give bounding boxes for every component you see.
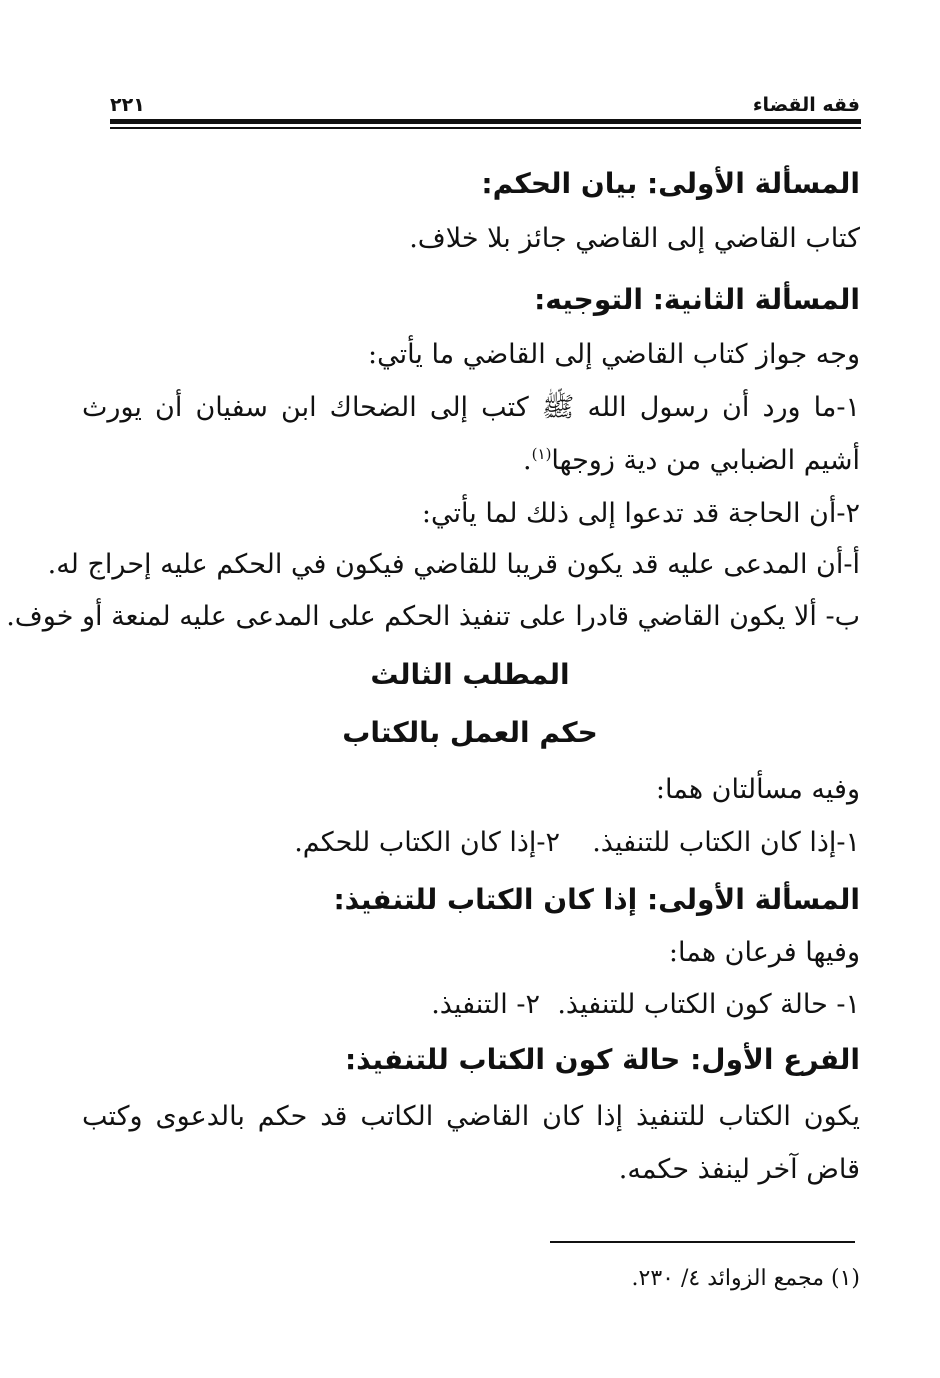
footnote: (١) مجمع الزوائد ٤/ ٢٣٠. <box>631 1266 860 1291</box>
running-title: فقه القضاء <box>752 94 860 116</box>
header-rule-thin <box>110 127 861 129</box>
header-rule-thick <box>110 119 861 124</box>
paragraph-line: وجه جواز كتاب القاضي إلى القاضي ما يأتي: <box>368 339 860 370</box>
two-item-line <box>431 985 860 1025</box>
paragraph-line: وفيه مسألتان هما: <box>655 774 860 805</box>
list-item: ١-إذا كان الكتاب للتنفيذ. <box>592 827 860 858</box>
paragraph-line: ب- ألا يكون القاضي قادرا على تنفيذ الحكم على المدعى عليه لمنعة أو خوف. <box>6 601 860 632</box>
paragraph-line: ٢-أن الحاجة قد تدعوا إلى ذلك لما يأتي: <box>421 498 860 529</box>
paragraph-line: ١-ما ورد أن رسول الله ﷺ كتب إلى الضحاك ابن سفيان أن يورث <box>82 392 860 423</box>
paragraph-line: وفيها فرعان هما: <box>668 937 860 968</box>
paragraph-text: أشيم الضبابي من دية زوجها <box>551 445 860 476</box>
list-item: ٢-إذا كان الكتاب للحكم. <box>294 827 560 858</box>
paragraph-line: يكون الكتاب للتنفيذ إذا كان القاضي الكاتب قد حكم بالدعوى وكتب <box>82 1101 860 1132</box>
page-number: ٢٢١ <box>110 94 145 116</box>
list-item: ٢- التنفيذ. <box>431 989 540 1020</box>
paragraph-line <box>523 441 860 481</box>
two-item-line <box>294 823 860 863</box>
list-item: ١- حالة كون الكتاب للتنفيذ. <box>557 989 860 1020</box>
section-subtitle: حكم العمل بالكتاب <box>342 716 598 749</box>
paragraph-line: قاض آخر لينفذ حكمه. <box>618 1154 860 1185</box>
footnote-separator <box>550 1241 855 1243</box>
heading-issue-two: المسألة الثانية: التوجيه: <box>534 283 860 316</box>
heading-issue-execution: المسألة الأولى: إذا كان الكتاب للتنفيذ: <box>333 883 860 916</box>
paragraph-line: أ-أن المدعى عليه قد يكون قريبا للقاضي فيكون في الحكم عليه إحراج له. <box>47 549 860 580</box>
heading-branch-one: الفرع الأول: حالة كون الكتاب للتنفيذ: <box>344 1043 860 1076</box>
heading-issue-one: المسألة الأولى: بيان الحكم: <box>481 167 860 200</box>
page-header <box>110 84 860 116</box>
footnote-reference: (١) <box>531 445 552 463</box>
section-title: المطلب الثالث <box>370 658 570 691</box>
paragraph-period: . <box>523 445 532 476</box>
paragraph-line: كتاب القاضي إلى القاضي جائز بلا خلاف. <box>409 223 860 254</box>
